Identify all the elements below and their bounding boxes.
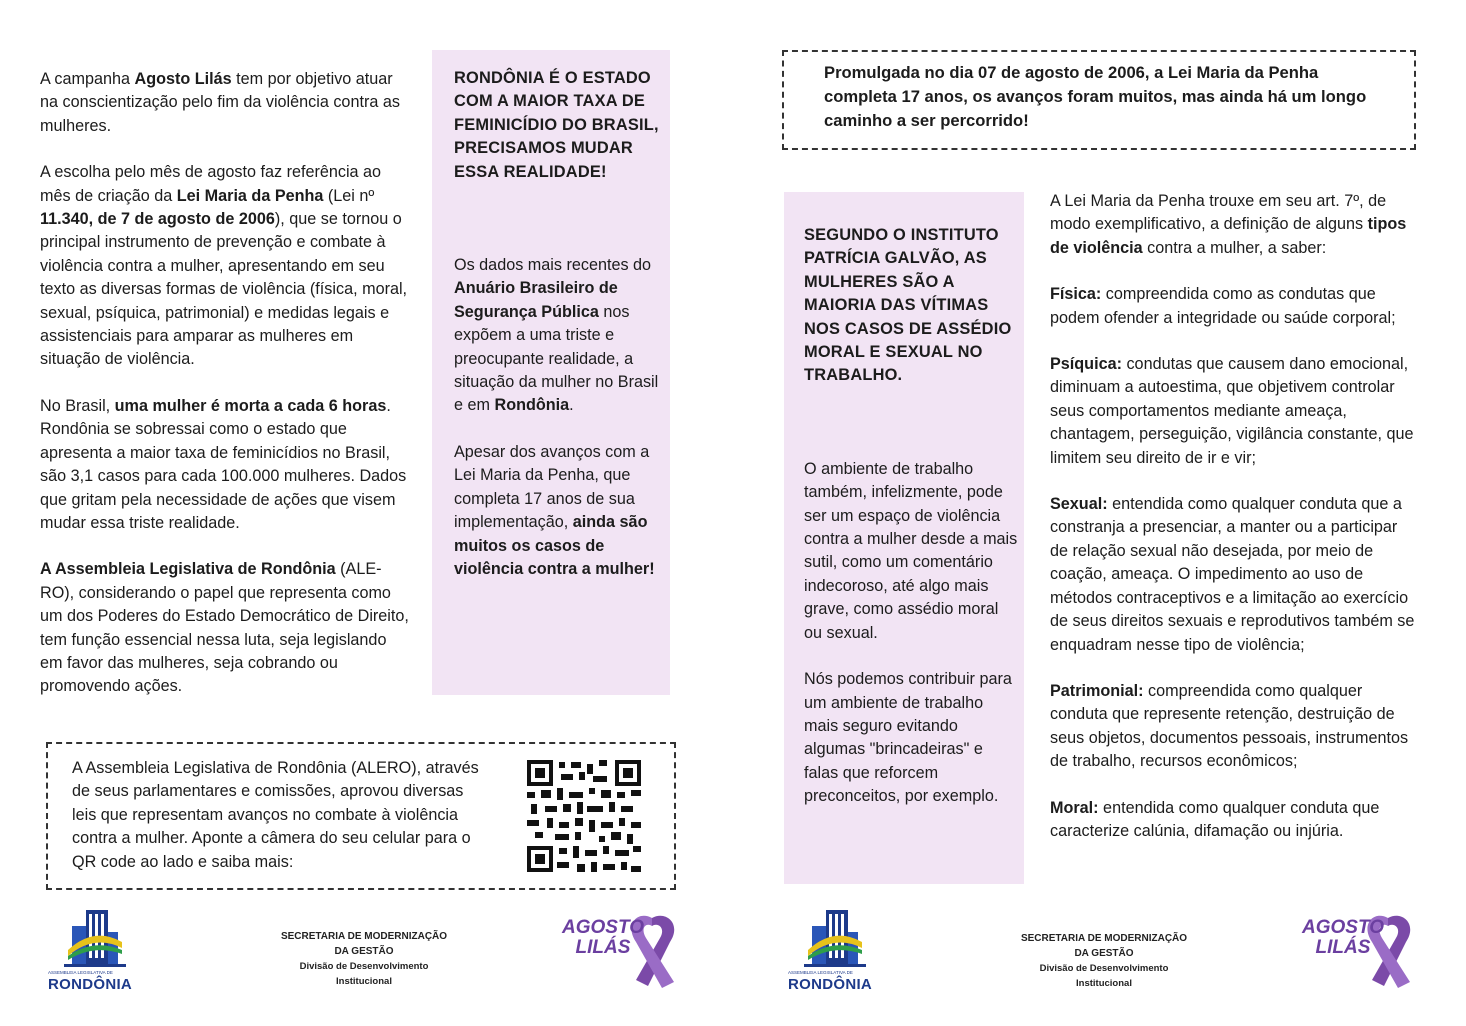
alero-logo-left [44,906,144,994]
tipo-sexual: Sexual: entendida como qualquer conduta que a constranja a presenciar, a manter ou a participar de relação sexual não desejada, por meio de coação, ameaça. O impedimento ao uso de métodos contraceptivos e a limitação ao exercício de seus direitos sexuais e reprodutivos também se enquadram nesse tipo de violência; [1050,495,1415,654]
paragraph-alero: A Assembleia Legislativa de Rondônia (ALE-RO), considerando o papel que representa como um dos Poderes do Estado Democrático de Direito, tem função essencial nessa luta, seja legislando em favor das mulheres, seja cobrando ou promovendo ações. [40,560,409,696]
left-text-column [40,68,412,699]
qr-code[interactable] [527,760,641,872]
agosto-lilas-logo-left [560,912,690,992]
tipo-patrimonial: Patrimonial: compreendida como qualquer conduta que represente retenção, destruição de seus objetos, documentos pessoais, instrumentos de trabalho, recursos econômicos; [1050,681,1409,771]
agosto-lilas-wordmark: AGOSTO LILÁS [562,917,644,958]
banner-text: Promulgada no dia 07 de agosto de 2006, a Lei Maria da Penha completa 17 anos, os avanços foram muitos, mas ainda há um longo caminho a ser percorrido! [824,63,1367,130]
alero-logo-right [784,906,884,994]
headline-instituto: SEGUNDO O INSTITUTO PATRÍCIA GALVÃO, AS MULHERES SÃO A MAIORIA DAS VÍTIMAS NOS CASOS DE ASSÉDIO MORAL E SEXUAL NO TRABALHO. [804,226,1012,385]
alero-logo-name: RONDÔNIA [48,976,133,993]
paragraph-ambiente: O ambiente de trabalho também, infelizmente, pode ser um espaço de violência contra a mulher desde a mais sutil, como um comentário indecoroso, até algo mais grave, como assédio moral ou sexual. [804,459,1018,642]
secretaria-footer-right: SECRETARIA DE MODERNIZAÇÃO DA GESTÃO Divisão de Desenvolvimento Institucional [1020,933,1188,989]
secretaria-footer-left: SECRETARIA DE MODERNIZAÇÃO DA GESTÃO Divisão de Desenvolvimento Institucional [280,931,448,987]
tipo-moral: Moral: entendida como qualquer conduta que caracterize calúnia, difamação ou injúria. [1050,798,1380,840]
alero-logo-subtitle: ASSEMBLEIA LEGISLATIVA DE [788,970,853,975]
paragraph-dados: Os dados mais recentes do Anuário Brasileiro de Segurança Pública nos expõem a uma triste e preocupante realidade, a situação da mulher no Brasil e em Rondônia. [454,256,659,415]
alero-building-icon [62,906,126,968]
paragraph-brasil: No Brasil, uma mulher é morta a cada 6 horas. Rondônia se sobressai como o estado que apresenta a maior taxa de feminicídios no Brasil, são 3,1 casos para cada 100.000 mulheres. Dados que gritam pela necessidade de ações que visem mudar essa triste realidade. [40,396,407,532]
alero-building-icon [802,906,866,968]
pink-column-left-content [454,67,666,581]
alero-logo-name: RONDÔNIA [788,976,873,993]
pink-column-right-content [804,224,1018,809]
tipo-fisica: Física: compreendida como as condutas que podem ofender a integridade ou saúde corporal; [1050,285,1396,327]
agosto-lilas-wordmark: AGOSTO LILÁS [1302,917,1384,958]
headline-feminicidio: RONDÔNIA É O ESTADO COM A MAIOR TAXA DE FEMINICÍDIO DO BRASIL, PRECISAMOS MUDAR ESSA REALIDADE! [454,69,659,181]
agosto-lilas-logo-right [1300,912,1430,992]
qr-info-text: A Assembleia Legislativa de Rondônia (ALERO), através de seus parlamentares e comissões, aprovou diversas leis que representam avanços no combate à violência contra a mulher. Aponte a câmera do seu celular para o QR code ao lado e saiba mais: [72,759,479,871]
paragraph-campanha: A campanha Agosto Lilás tem por objetivo atuar na conscientização pelo fim da violência contra as mulheres. [40,70,400,135]
paragraph-agosto: A escolha pelo mês de agosto faz referência ao mês de criação da Lei Maria da Penha (Lei nº 11.340, de 7 de agosto de 2006), que se tornou o principal instrumento de prevenção e combate à violência contra a mulher, apresentando em seu texto as diversas formas de violência (física, moral, sexual, psíquica, patrimonial) e medidas legais e assistenciais para amparar as mulheres em situação de violência. [40,163,408,369]
tipo-psiquica: Psíquica: condutas que causem dano emocional, diminuam a autoestima, que objetivem controlar seus comportamentos mediante ameaça, chantagem, perseguição, vigilância constante, que limitem seu direito de ir e vir; [1050,355,1414,467]
alero-logo-subtitle: ASSEMBLEIA LEGISLATIVA DE [48,970,113,975]
paragraph-avancos: Apesar dos avanços com a Lei Maria da Penha, que completa 17 anos de sua implementação, ainda são muitos os casos de violência contra a mulher! [454,442,655,578]
paragraph-contribuir: Nós podemos contribuir para um ambiente de trabalho mais seguro evitando algumas "brincadeiras" e falas que reforcem preconceitos, por exemplo. [804,670,1012,806]
right-text-column [1050,190,1416,843]
paragraph-tipos-intro: A Lei Maria da Penha trouxe em seu art. 7º, de modo exemplificativo, a definição de alguns tipos de violência contra a mulher, a saber: [1050,192,1407,257]
